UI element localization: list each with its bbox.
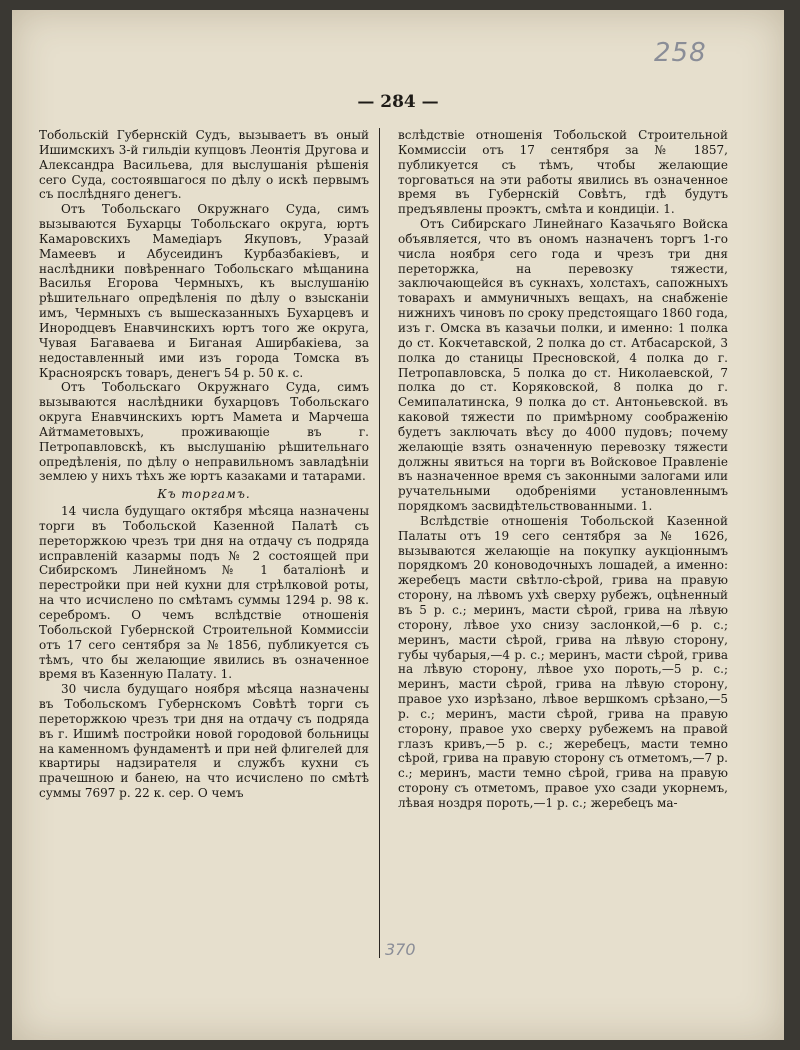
left-column	[39, 128, 369, 801]
notice-horse-auction: Вслѣдствіе отношенія Тобольской Казенной Палаты отъ 19 сего сентября за № 1626, вызываются желающіе на покупку аукціоннымъ порядкомъ 20 коноводочныхъ лошадей, а именно: жеребецъ масти свѣтло-сѣрой, грива на правую сторону, на лѣвомъ ухѣ сверху рубежъ, оцѣненный въ 5 р. с.; меринъ, масти сѣрой, грива на лѣвую сторону, лѣвое ухо снизу заслонкой,—6 р. с.; меринъ, масти сѣрой, грива на лѣвую сторону, губы чубарыя,—4 р. с.; меринъ, масти сѣрой, грива на лѣвую сторону, лѣвое ухо пороть,—5 р. с.; меринъ, масти сѣрой, грива на лѣвую сторону, правое ухо изрѣзано, лѣвое вершкомъ срѣзано,—5 р. с.; меринъ, масти сѣрой, грива на правую сторону, правое ухо сверху рубежемъ на правой глазъ кривъ,—5 р. с.; жеребецъ, масти темно сѣрой, грива на правую сторону съ отметомъ,—7 р. с.; меринъ, масти темно сѣрой, грива на правую сторону съ отметомъ, правое ухо сзади укорнемъ, лѣвая ноздря пороть,—1 р. с.; жеребецъ ма-	[398, 513, 728, 810]
right-column	[398, 128, 728, 811]
notice-auction-hospital: 30 числа будущаго ноября мѣсяца назначены въ Тобольскомъ Губернскомъ Совѣтѣ торги съ переторжкою чрезъ три дня на отдачу съ подряда въ г. Ишимѣ постройки новой городовой больницы на каменномъ фундаментѣ и при ней флигелей для квартиры надзирателя и службъ кухни съ прачешною и банею, на что исчислено по смѣтѣ суммы 7697 р. 22 к. сер. О чемъ	[39, 682, 369, 801]
pencil-mark-bottom: 370	[385, 940, 416, 959]
notice-okruzhny-court-bukhartsy: Отъ Тобольскаго Окружнаго Суда, симъ вызываются Бухарцы Тобольскаго округа, юртъ Камаровскихъ Мамедіаръ Якуповъ, Уразай Мамеевъ и Абусеидинъ Курбазбакіевъ, и наслѣдники повѣреннаго Тобольскаго мѣщанина Василья Егорова Чермныхъ, къ выслушанію рѣшительнаго опредѣленія по дѣлу о взысканіи имъ, Чермныхъ съ вышесказанныхъ Бухарцевъ и Инородцевъ Енавчинскихъ юртъ того же округа, Чувая Багаваева и Биганая Аширбакіева, за недоставленный ими изъ города Томска въ Красноярскъ товаръ, денегъ 54 р. 50 к. с.	[39, 202, 369, 380]
notice-auction-hospital-cont: вслѣдствіе отношенія Тобольской Строительной Коммиссіи отъ 17 сентября за № 1857, публикуется съ тѣмъ, чтобы желающие торговаться на эти работы явились въ означенное время въ Губернскій Совѣтъ, гдѣ будутъ предъявлены проэктъ, смѣта и кондиціи. 1.	[398, 128, 728, 217]
pencil-folio-number: 258	[654, 38, 707, 68]
notice-auction-barracks: 14 числа будущаго октября мѣсяца назначены торги въ Тобольской Казенной Палатѣ съ переторжкою чрезъ три дня на отдачу съ подряда исправленій казармы подъ № 2 состоящей при Сибирскомъ Линейномъ № 1 баталіонѣ и перестройки при ней кухни для стрѣлковой роты, на что исчислено по смѣтамъ суммы 1294 р. 98 к. серебромъ. О чемъ вслѣдствіе отношенія Тобольской Губернской Строительной Коммиссіи отъ 17 сего сентября за № 1856, публикуется съ тѣмъ, что бы желающие явились въ означенное время въ Казенную Палату. 1.	[39, 504, 369, 682]
column-divider	[379, 128, 380, 958]
notice-cossack-transport: Отъ Сибирскаго Линейнаго Казачьяго Войска объявляется, что въ ономъ назначенъ торгъ 1-го числа ноября сего года и чрезъ три дня переторжка, на перевозку тяжести, заключающейся въ сукнахъ, холстахъ, сапожныхъ товарахъ и аммуничныхъ вещахъ, на снабженіе нижнихъ чиновъ по сроку предстоящаго 1860 года, изъ г. Омска въ казачьи полки, и именно: 1 полка до ст. Кокчетавской, 2 полка до ст. Атбасарской, 3 полка до станицы Пресновской, 4 полка до г. Петропавловска, 5 полка до ст. Николаевской, 7 полка до ст. Коряковской, 8 полка до г. Семипалатинска, 9 полка до ст. Антоньевской. въ каковой тяжести по примѣрному соображенію будетъ заключать вѣсу до 4000 пудовъ; почему желающіе взять означенную перевозку тяжести должны явиться на торги въ Войсковое Правленіе въ назначенное время съ законными залогами или ручательными одобреніями установленнымъ порядкомъ засвидѣтельствованными. 1.	[398, 217, 728, 514]
section-heading: Къ торгамъ.	[157, 487, 251, 502]
notice-okruzhny-court-heirs: Отъ Тобольскаго Окружнаго Суда, симъ вызываются наслѣдники бухарцовъ Тобольскаго округа Енавчинскихъ юртъ Мамета и Марчеша Айтмаметовыхъ, проживающіе въ г. Петропавловскѣ, къ выслушанію рѣшительнаго опредѣленія, по дѣлу о неправильномъ завладѣніи землею у нихъ тѣхъ же юртъ казаками и татарами.	[39, 380, 369, 484]
notice-gubernsky-court: Тобольскій Губернскій Судъ, вызываетъ въ оный Ишимскихъ 3-й гильдіи купцовъ Леонтія Другова и Александра Васильева, для выслушанія рѣшенія сего Суда, состоявшагося по дѣлу о искѣ первымъ съ послѣдняго денегъ.	[39, 128, 369, 202]
page-number: — 284 —	[357, 92, 439, 112]
newspaper-page	[12, 10, 784, 1040]
